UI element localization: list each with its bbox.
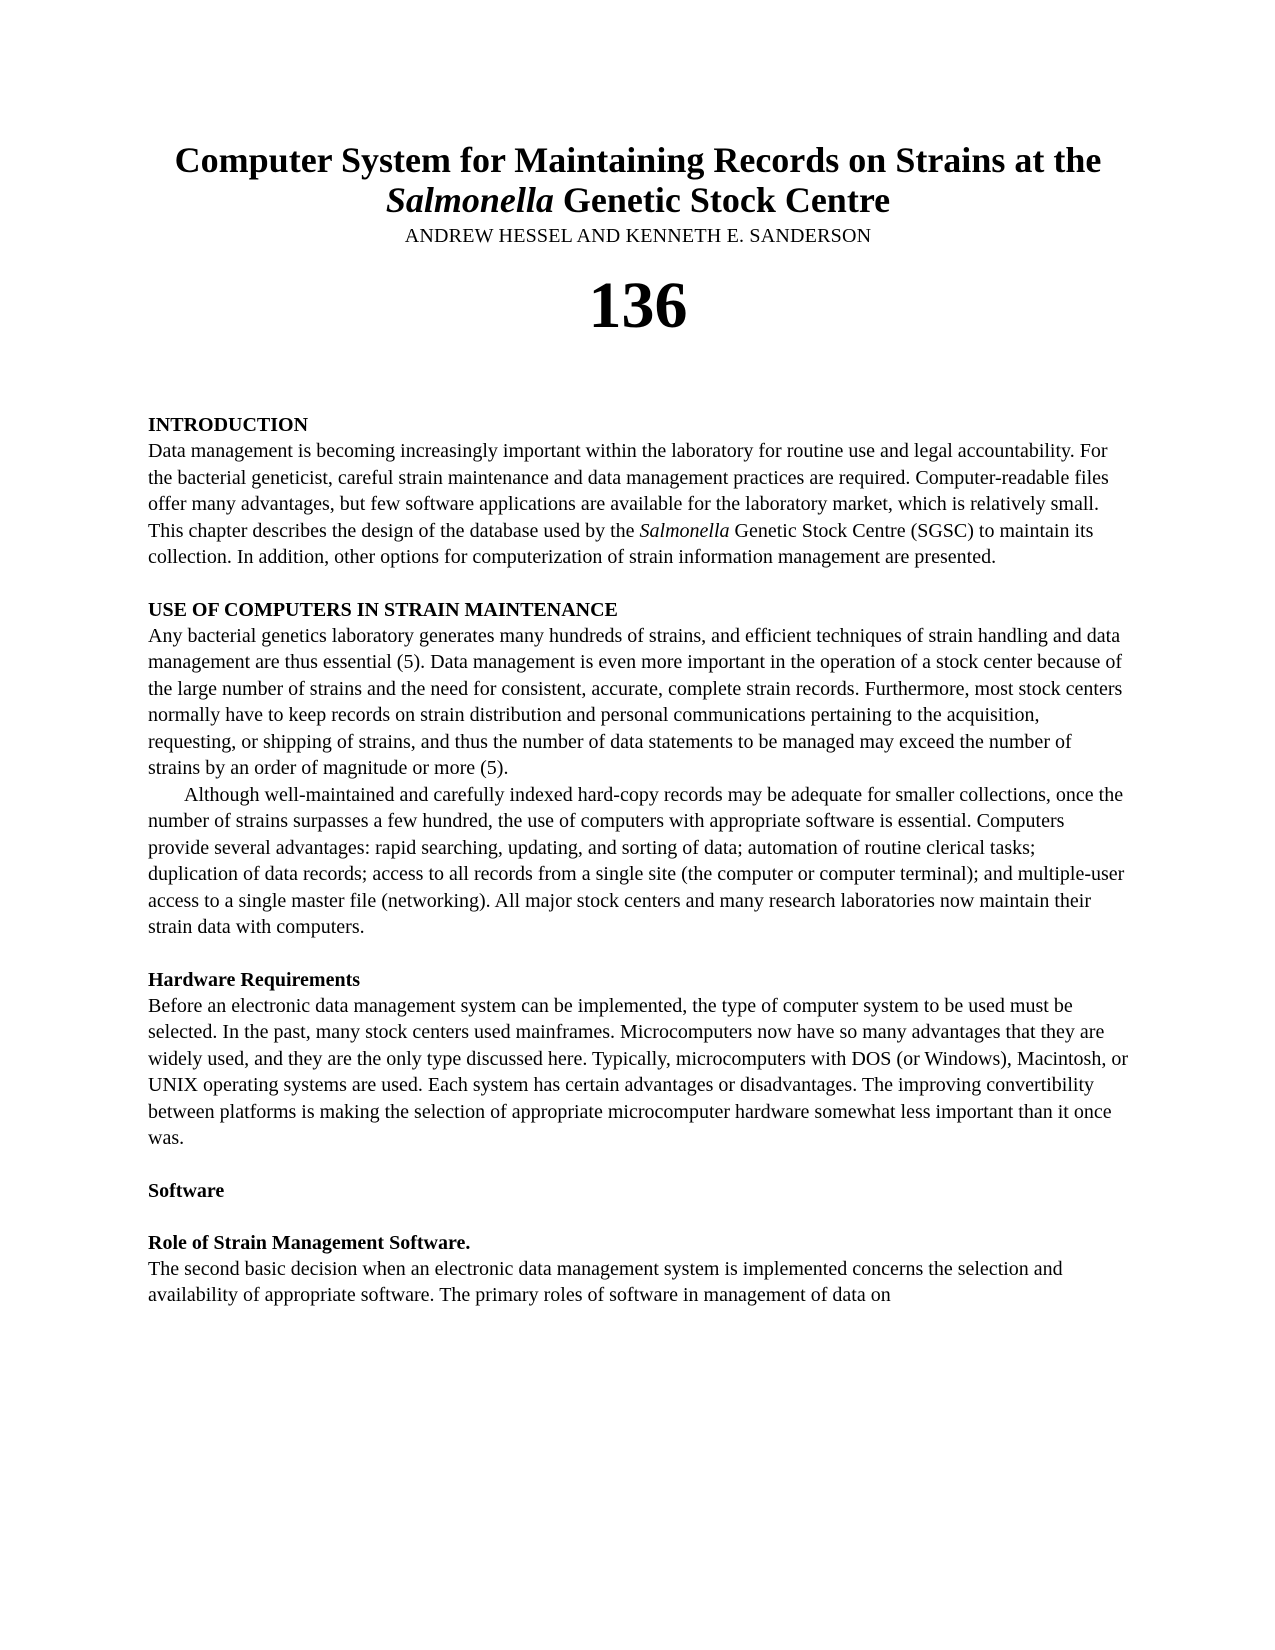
document-page: [148, 140, 1128, 1309]
paragraph-role-of-software: The second basic decision when an electronic data management system is implemented concerns the selection and availability of appropriate software. The primary roles of software in management of data on: [148, 1257, 1063, 1306]
paragraph-introduction: [148, 438, 1128, 571]
heading-use-of-computers: USE OF COMPUTERS IN STRAIN MAINTENANCE: [148, 598, 618, 621]
chapter-title: [148, 140, 1128, 220]
intro-text-part2: Genetic Stock Centre (SGSC) to maintain its collection. In addition, other options for computerization of strain information management are presented.: [148, 519, 1094, 568]
paragraph-hardware: Before an electronic data management system can be implemented, the type of computer system to be used must be selected. In the past, many stock centers used mainframes. Microcomputers now have so many advantages that they are widely used, and they are the only type discussed here. Typically, microcomputers with DOS (or Windows), Macintosh, or UNIX operating systems are used. Each system has certain advantages or disadvantages. The improving convertibility between platforms is making the selection of appropriate microcomputer hardware somewhat less important than it once was.: [148, 994, 1128, 1149]
heading-hardware-requirements: Hardware Requirements: [148, 968, 361, 991]
heading-software: Software: [148, 1179, 225, 1202]
title-italic-genus: Salmonella: [385, 180, 554, 220]
chapter-number: 136: [588, 269, 688, 342]
heading-role-of-software: Role of Strain Management Software.: [148, 1231, 471, 1254]
paragraph-use-of-computers-2: Although well-maintained and carefully indexed hard-copy records may be adequate for smaller collections, once the number of strains surpasses a few hundred, the use of computers with appropriate software is essential. Computers provide several advantages: rapid searching, updating, and sorting of data; automation of routine clerical tasks; duplication of data records; access to all records from a single site (the computer or computer terminal); and multiple-user access to a single master file (networking). All major stock centers and many research laboratories now maintain their strain data with computers.: [148, 783, 1125, 938]
paragraph-use-of-computers-1: Any bacterial genetics laboratory generates many hundreds of strains, and efficient techniques of strain handling and data management are thus essential (5). Data management is even more important in the operation of a stock center because of the large number of strains and the need for consistent, accurate, complete strain records. Furthermore, most stock centers normally have to keep records on strain distribution and personal communications pertaining to the acquisition, requesting, or shipping of strains, and thus the number of data statements to be managed may exceed the number of strains by an order of magnitude or more (5).: [148, 624, 1123, 779]
authors: ANDREW HESSEL AND KENNETH E. SANDERSON: [404, 225, 872, 247]
title-line-1: Computer System for Maintaining Records on Strains at the: [174, 140, 1102, 180]
heading-introduction: INTRODUCTION: [148, 414, 309, 436]
intro-italic-genus: Salmonella: [639, 519, 730, 542]
intro-text-part1: Data management is becoming increasingly important within the laboratory for routine use and legal accountability. For the bacterial geneticist, careful strain maintenance and data management practices are required. Computer-readable files offer many advantages, but few software applications are available for the laboratory market, which is relatively small. This chapter describes the design of the database used by the: [148, 440, 1109, 542]
title-line-2-rest: Genetic Stock Centre: [553, 180, 891, 220]
